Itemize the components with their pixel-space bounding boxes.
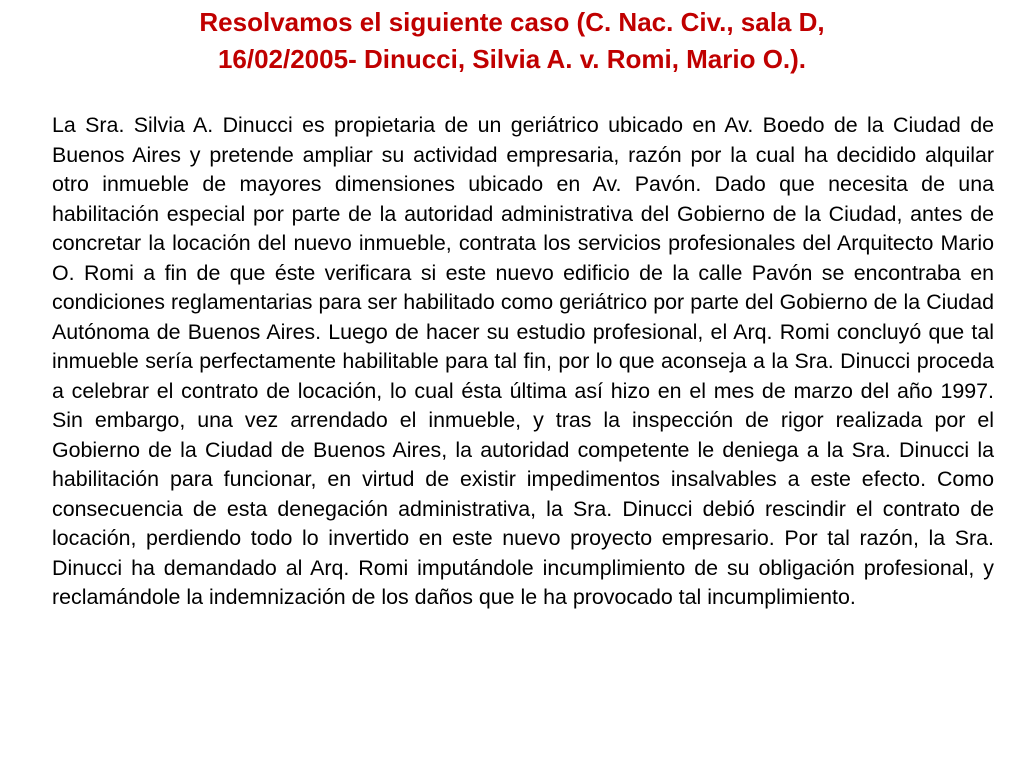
slide-title [120, 4, 904, 78]
case-description-paragraph: La Sra. Silvia A. Dinucci es propietaria de un geriátrico ubicado en Av. Boedo de la Ciudad de Buenos Aires y pretende ampliar su actividad empresaria, razón por la cual ha decidido alquilar otro inmueble de mayores dimensiones ubicado en Av. Pavón. Dado que necesita de una habilitación especial por parte de la autoridad administrativa del Gobierno de la Ciudad, antes de concretar la locación del nuevo inmueble, contrata los servicios profesionales del Arquitecto Mario O. Romi a fin de que éste verificara si este nuevo edificio de la calle Pavón se encontraba en condiciones reglamentarias para ser habilitado como geriátrico por parte del Gobierno de la Ciudad Autónoma de Buenos Aires. Luego de hacer su estudio profesional, el Arq. Romi concluyó que tal inmueble sería perfectamente habilitable para tal fin, por lo que aconseja a la Sra. Dinucci proceda a celebrar el contrato de locación, lo cual ésta última así hizo en el mes de marzo del año 1997. Sin embargo, una vez arrendado el inmueble, y tras la inspección de rigor realizada por el Gobierno de la Ciudad de Buenos Aires, la autoridad competente le deniega a la Sra. Dinucci la habilitación para funcionar, en virtud de existir impedimentos insalvables a este efecto. Como consecuencia de esta denegación administrativa, la Sra. Dinucci debió rescindir el contrato de locación, perdiendo todo lo invertido en este nuevo proyecto empresario. Por tal razón, la Sra. Dinucci ha demandado al Arq. Romi imputándole incumplimiento de su obligación profesional, y reclamándole la indemnización de los daños que le ha provocado tal incumplimiento. [52, 113, 994, 609]
slide-title-line-2: 16/02/2005- Dinucci, Silvia A. v. Romi, Mario O.). [217, 44, 807, 74]
slide-title-line-1: Resolvamos el siguiente caso (C. Nac. Civ., sala D, [199, 7, 825, 37]
